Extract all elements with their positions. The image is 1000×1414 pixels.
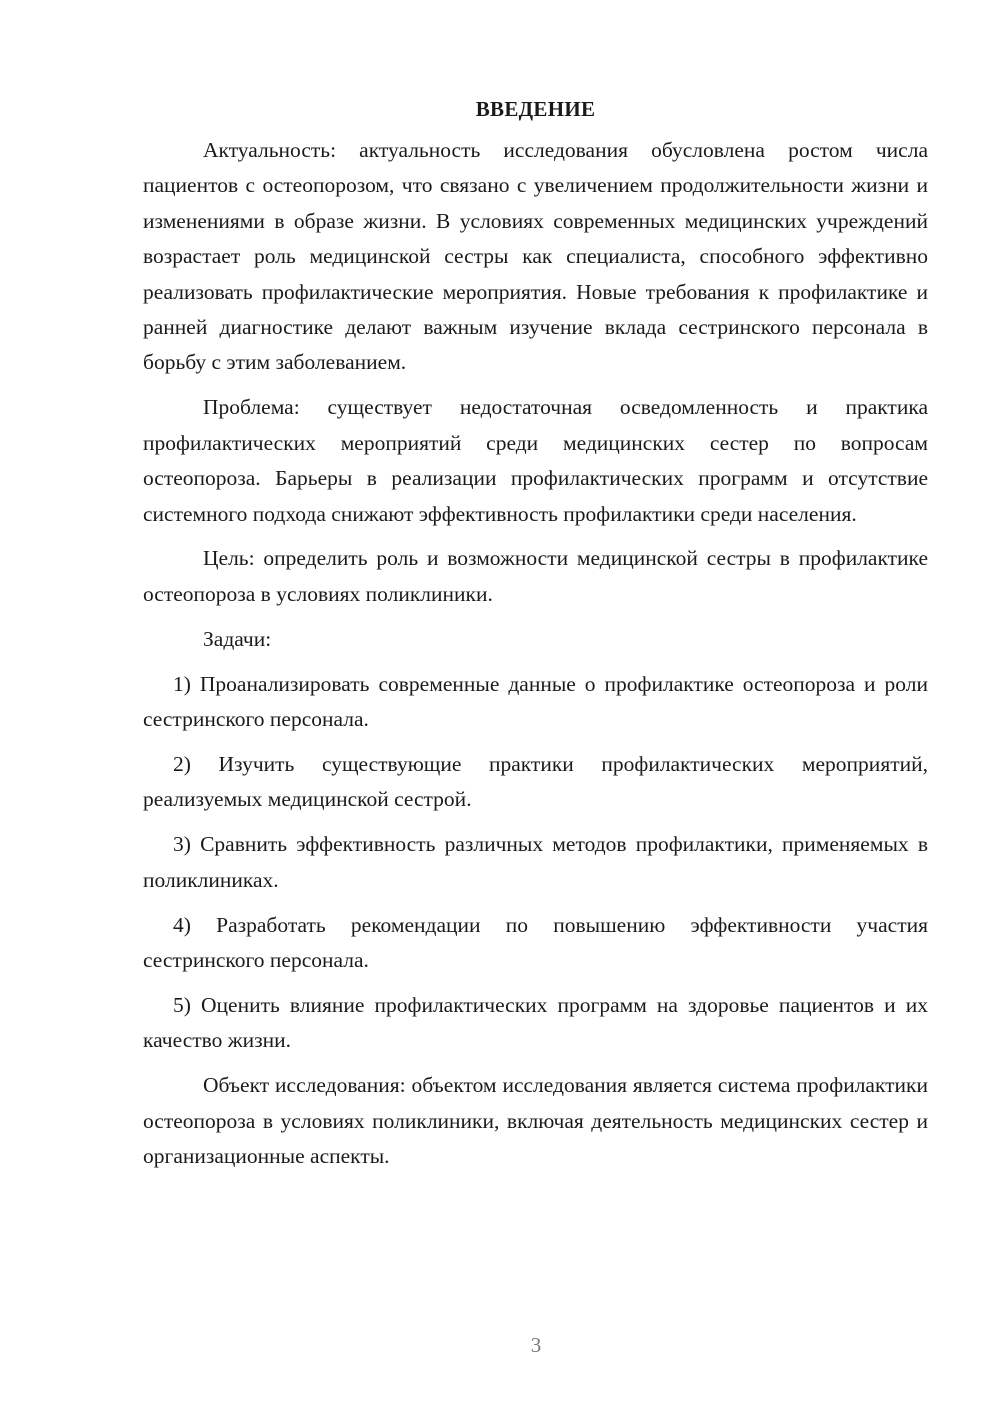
section-title: ВВЕДЕНИЕ xyxy=(475,97,596,121)
paragraph-relevance: Актуальность: актуальность исследования обусловлена ростом числа пациентов с остеопорозом, что связано с увеличением продолжительности жизни и изменениями в образе жизни. В условиях современных медицинских учреждений возрастает роль медицинской сестры как специалиста, способного эффективно реализовать профилактические мероприятия. Новые требования к профилактике и ранней диагностике делают важным изучение вклада сестринского персонала в борьбу с этим заболеванием. xyxy=(143,138,928,375)
paragraph-object: Объект исследования: объектом исследования является система профилактики остеопороза в условиях поликлиники, включая деятельность медицинских сестер и организационные аспекты. xyxy=(143,1073,928,1169)
paragraph-problem: Проблема: существует недостаточная осведомленность и практика профилактических мероприятий среди медицинских сестер по вопросам остеопороза. Барьеры в реализации профилактических программ и отсутствие системного подхода снижают эффективность профилактики среди населения. xyxy=(143,395,928,526)
task-item-5: 5) Оценить влияние профилактических программ на здоровье пациентов и их качество жизни. xyxy=(143,992,928,1053)
task-item-4: 4) Разработать рекомендации по повышению эффективности участия сестринского персонала. xyxy=(143,912,928,973)
page-number: 3 xyxy=(530,1333,542,1357)
task-item-2: 2) Изучить существующие практики профилактических мероприятий, реализуемых медицинской сестрой. xyxy=(143,752,928,812)
tasks-heading: Задачи: xyxy=(203,626,272,651)
paragraph-goal: Цель: определить роль и возможности медицинской сестры в профилактике остеопороза в условиях поликлиники. xyxy=(143,546,928,606)
task-item-3: 3) Сравнить эффективность различных методов профилактики, применяемых в поликлиниках. xyxy=(143,832,928,892)
page-content xyxy=(143,92,928,1184)
task-item-1: 1) Проанализировать современные данные о профилактике остеопороза и роли сестринского персонала. xyxy=(143,671,928,732)
